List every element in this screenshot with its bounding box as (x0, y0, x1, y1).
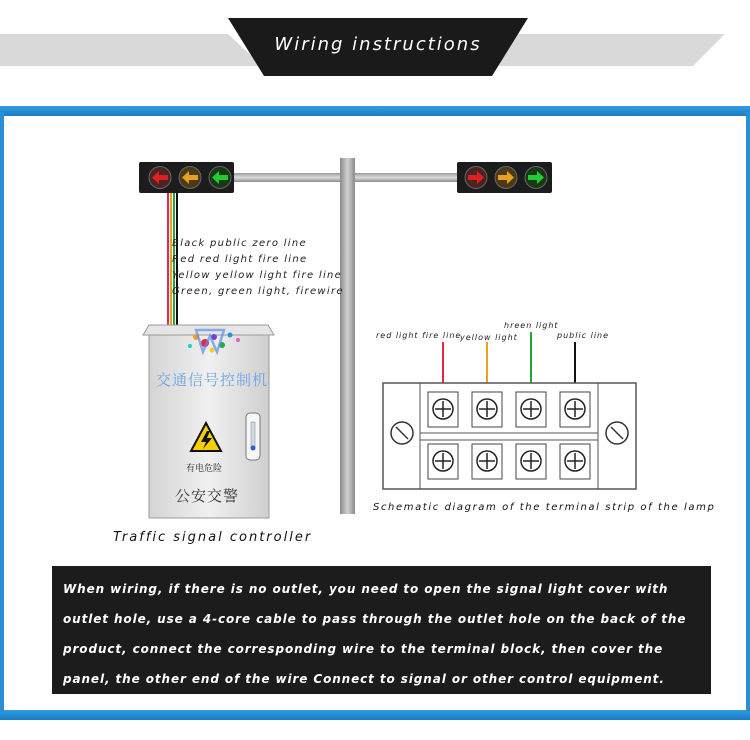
left-signal-light (139, 162, 234, 193)
wire-label-red: Red red light fire line (172, 254, 308, 265)
cabinet-brand: 公安交警 (175, 487, 240, 505)
terminal-label-red: red light fire line (376, 331, 462, 340)
banner-title: Wiring instructions (274, 34, 482, 55)
terminal-label-public: public line (557, 331, 610, 340)
instruction-note-text: When wiring, if there is no outlet, you need to open the signal light cover with outlet hole, use a 4-core cable to pass through the outlet hole on the back of the product, connect the corresponding wire to the terminal block, then cover the panel, the other end of the wire Connect to signal or other control equipment. (63, 582, 687, 686)
controller-caption: Traffic signal controller (113, 530, 313, 545)
cabinet-warning-text: 有电危险 (186, 464, 223, 474)
wire-label-green: Green, green light, firewire (172, 286, 344, 297)
wire-label-black: Black public zero line (172, 238, 307, 249)
cabinet-title: 交通信号控制机 (156, 371, 269, 389)
terminal-caption: Schematic diagram of the terminal strip of the lamp (373, 502, 716, 513)
right-signal-light (457, 162, 552, 193)
terminal-strip (383, 383, 636, 489)
terminal-label-yellow: yellow light (460, 333, 518, 342)
wire-label-yellow: Yellow yellow light fire line (172, 270, 343, 281)
terminal-label-green: hreen light (504, 321, 559, 330)
instruction-note-box (52, 566, 711, 694)
